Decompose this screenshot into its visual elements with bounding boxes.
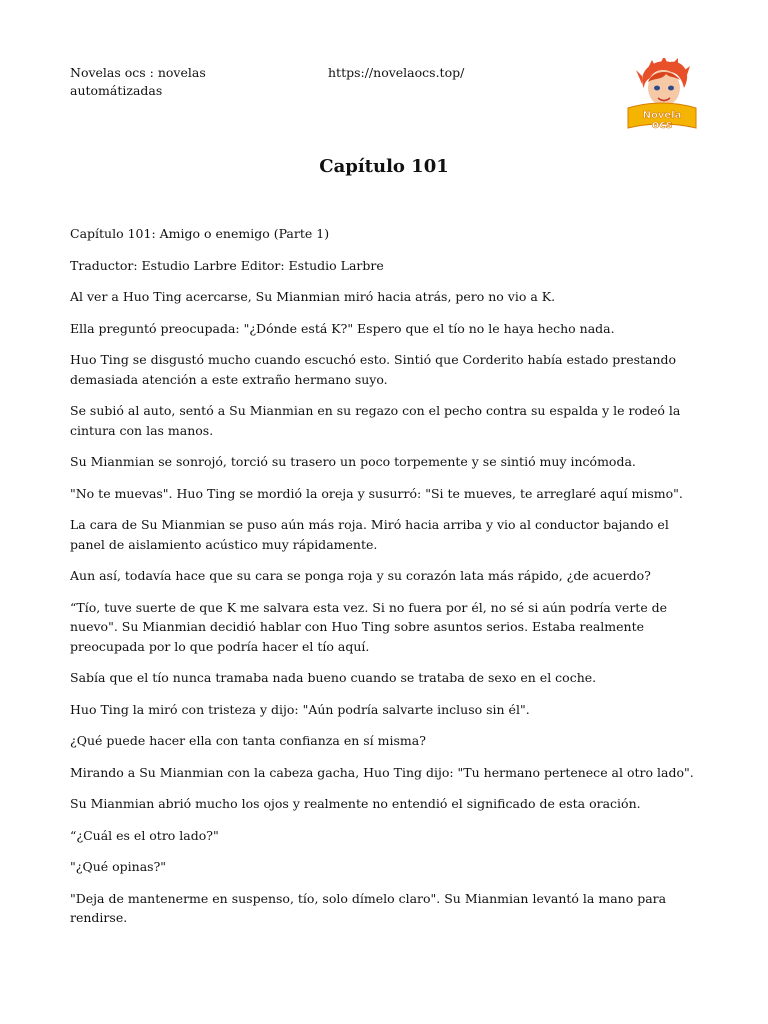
chapter-paragraph: Al ver a Huo Ting acercarse, Su Mianmian miró hacia atrás, pero no vio a K.	[70, 289, 556, 304]
chapter-title: Capítulo 101	[319, 156, 449, 177]
page-header	[70, 64, 698, 134]
chapter-paragraph: Aun así, todavía hace que su cara se ponga roja y su corazón lata más rápido, ¿de acuerdo?	[70, 568, 651, 583]
chapter-paragraph: Su Mianmian se sonrojó, torció su trasero un poco torpemente y se sintió muy incómoda.	[70, 454, 636, 469]
chapter-paragraph: Ella preguntó preocupada: "¿Dónde está K?" Espero que el tío no le haya hecho nada.	[70, 320, 615, 336]
chapter-paragraph: "Deja de mantenerme en suspenso, tío, solo dímelo claro". Su Mianmian levantó la mano para rendirse.	[70, 890, 667, 925]
chapter-paragraph: Su Mianmian abrió mucho los ojos y realmente no entendió el significado de esta oración.	[70, 796, 641, 811]
chapter-paragraph: La cara de Su Mianmian se puso aún más roja. Miró hacia arriba y vio al conductor bajando el panel de aislamiento acústico muy rápidamente.	[70, 517, 669, 552]
chapter-paragraph: ¿Qué puede hacer ella con tanta confianza en sí misma?	[70, 733, 426, 748]
chapter-paragraph: Sabía que el tío nunca tramaba nada bueno cuando se trataba de sexo en el coche.	[70, 670, 597, 685]
site-url-link[interactable]: https://novelaocs.top/	[328, 65, 465, 80]
logo-mascot-icon	[626, 58, 698, 132]
site-name: Novelas ocs : novelas automátizadas	[70, 65, 206, 98]
chapter-body	[70, 224, 700, 940]
chapter-paragraph: Huo Ting la miró con tristeza y dijo: "Aún podría salvarte incluso sin él".	[70, 701, 530, 717]
svg-text:Novela: Novela	[642, 110, 682, 121]
chapter-paragraph: Capítulo 101: Amigo o enemigo (Parte 1)	[70, 226, 330, 241]
svg-text:ocs: ocs	[651, 118, 673, 131]
chapter-paragraph: Mirando a Su Mianmian con la cabeza gacha, Huo Ting dijo: "Tu hermano pertenece al otro lado".	[70, 764, 694, 780]
chapter-paragraph: “Tío, tuve suerte de que K me salvara esta vez. Si no fuera por él, no sé si aún podría verte de nuevo". Su Mianmian decidió hablar con Huo Ting sobre asuntos serios. Estaba realmente preocupada por lo que podría hacer el tío aquí.	[70, 599, 668, 654]
site-logo	[626, 58, 698, 132]
chapter-paragraph: Huo Ting se disgustó mucho cuando escuchó esto. Sintió que Corderito había estado prestando demasiada atención a este extraño hermano suyo.	[70, 352, 677, 387]
chapter-paragraph: "¿Qué opinas?"	[70, 859, 167, 874]
chapter-paragraph: “¿Cuál es el otro lado?"	[70, 827, 219, 843]
chapter-paragraph: Traductor: Estudio Larbre Editor: Estudio Larbre	[70, 257, 384, 273]
chapter-paragraph: Se subió al auto, sentó a Su Mianmian en su regazo con el pecho contra su espalda y le rodeó la cintura con las manos.	[70, 403, 681, 438]
chapter-paragraph: "No te muevas". Huo Ting se mordió la oreja y susurró: "Si te mueves, te arreglaré aquí mismo".	[70, 485, 683, 501]
